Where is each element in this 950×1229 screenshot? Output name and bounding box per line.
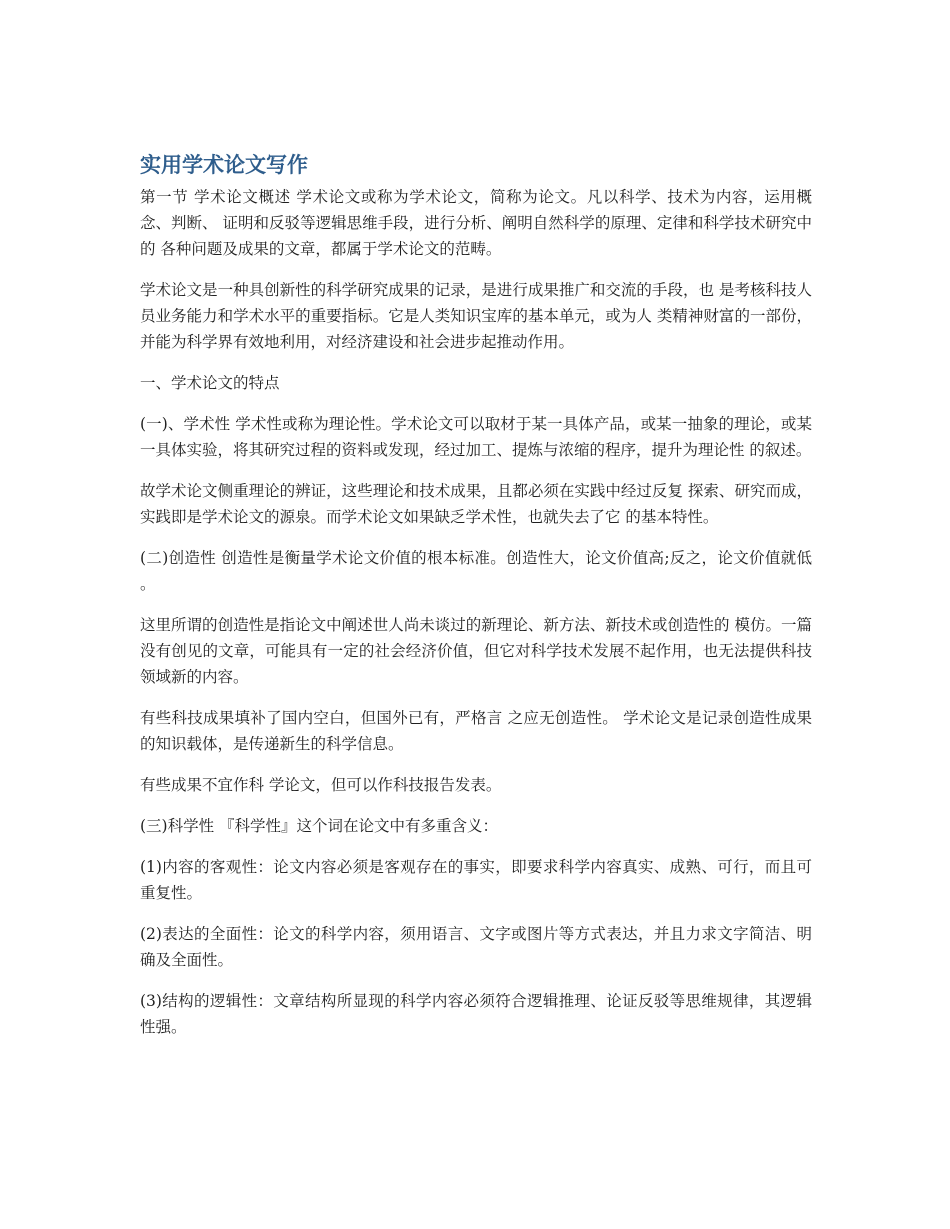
paragraph-creativity-meaning: 这里所谓的创造性是指论文中阐述世人尚未谈过的新理论、新方法、新技术或创造性的 模仿。一篇没有创见的文章，可能具有一定的社会经济价值，但它对科学技术发展不起作用，也无法提供科技领域新的内容。 (140, 616, 812, 686)
paragraph-academic-nature: (一)、学术性 学术性或称为理论性。学术论文可以取材于某一具体产品，或某一抽象的理论，或某 一具体实验，将其研究过程的资料或发现，经过加工、提炼与浓缩的程序，提升为理论性 的叙述。 (140, 415, 812, 459)
document-body (140, 148, 812, 1055)
paragraph-theory-practice: 故学术论文侧重理论的辨证，这些理论和技术成果，且都必须在实践中经过反复 探索、研究而成，实践即是学术论文的源泉。而学术论文如果缺乏学术性，也就失去了它 的基本特性。 (140, 482, 812, 526)
list-item-logic: (3)结构的逻辑性：文章结构所显现的科学内容必须符合逻辑推理、论证反驳等思维规律，其逻辑性强。 (140, 992, 812, 1036)
document-title: 实用学术论文写作 (140, 153, 308, 177)
paragraph-scientific-nature: (三)科学性 『科学性』这个词在论文中有多重含义： (140, 817, 499, 835)
list-item-objectivity: (1)内容的客观性：论文内容必须是客观存在的事实，即要求科学内容真实、成熟、可行，而且可重复性。 (140, 858, 812, 902)
paragraph-creativity: (二)创造性 创造性是衡量学术论文价值的根本标准。创造性大，论文价值高;反之，论文价值就低 。 (140, 549, 812, 593)
paragraph-domestic-gap: 有些科技成果填补了国内空白，但国外已有，严格言 之应无创造性。 学术论文是记录创造性成果的知识载体，是传递新生的科学信息。 (140, 709, 812, 753)
paragraph-overview: 第一节 学术论文概述 学术论文或称为学术论文，简称为论文。凡以科学、技术为内容，运用概念、判断、 证明和反驳等逻辑思维手段，进行分析、阐明自然科学的原理、定律和科学技术研究中的 各种问题及成果的文章，都属于学术论文的范畴。 (140, 188, 812, 258)
paragraph-definition: 学术论文是一种具创新性的科学研究成果的记录，是进行成果推广和交流的手段，也 是考核科技人员业务能力和学术水平的重要指标。它是人类知识宝库的基本单元，或为人 类精神财富的一部份，并能为科学界有效地利用，对经济建设和社会进步起推动作用。 (140, 281, 812, 351)
paragraph-tech-report: 有些成果不宜作科 学论文，但可以作科技报告发表。 (140, 776, 502, 794)
section-heading-features: 一、学术论文的特点 (140, 374, 280, 392)
list-item-completeness: (2)表达的全面性：论文的科学内容，须用语言、文字或图片等方式表达，并且力求文字简洁、明确及全面性。 (140, 925, 812, 969)
